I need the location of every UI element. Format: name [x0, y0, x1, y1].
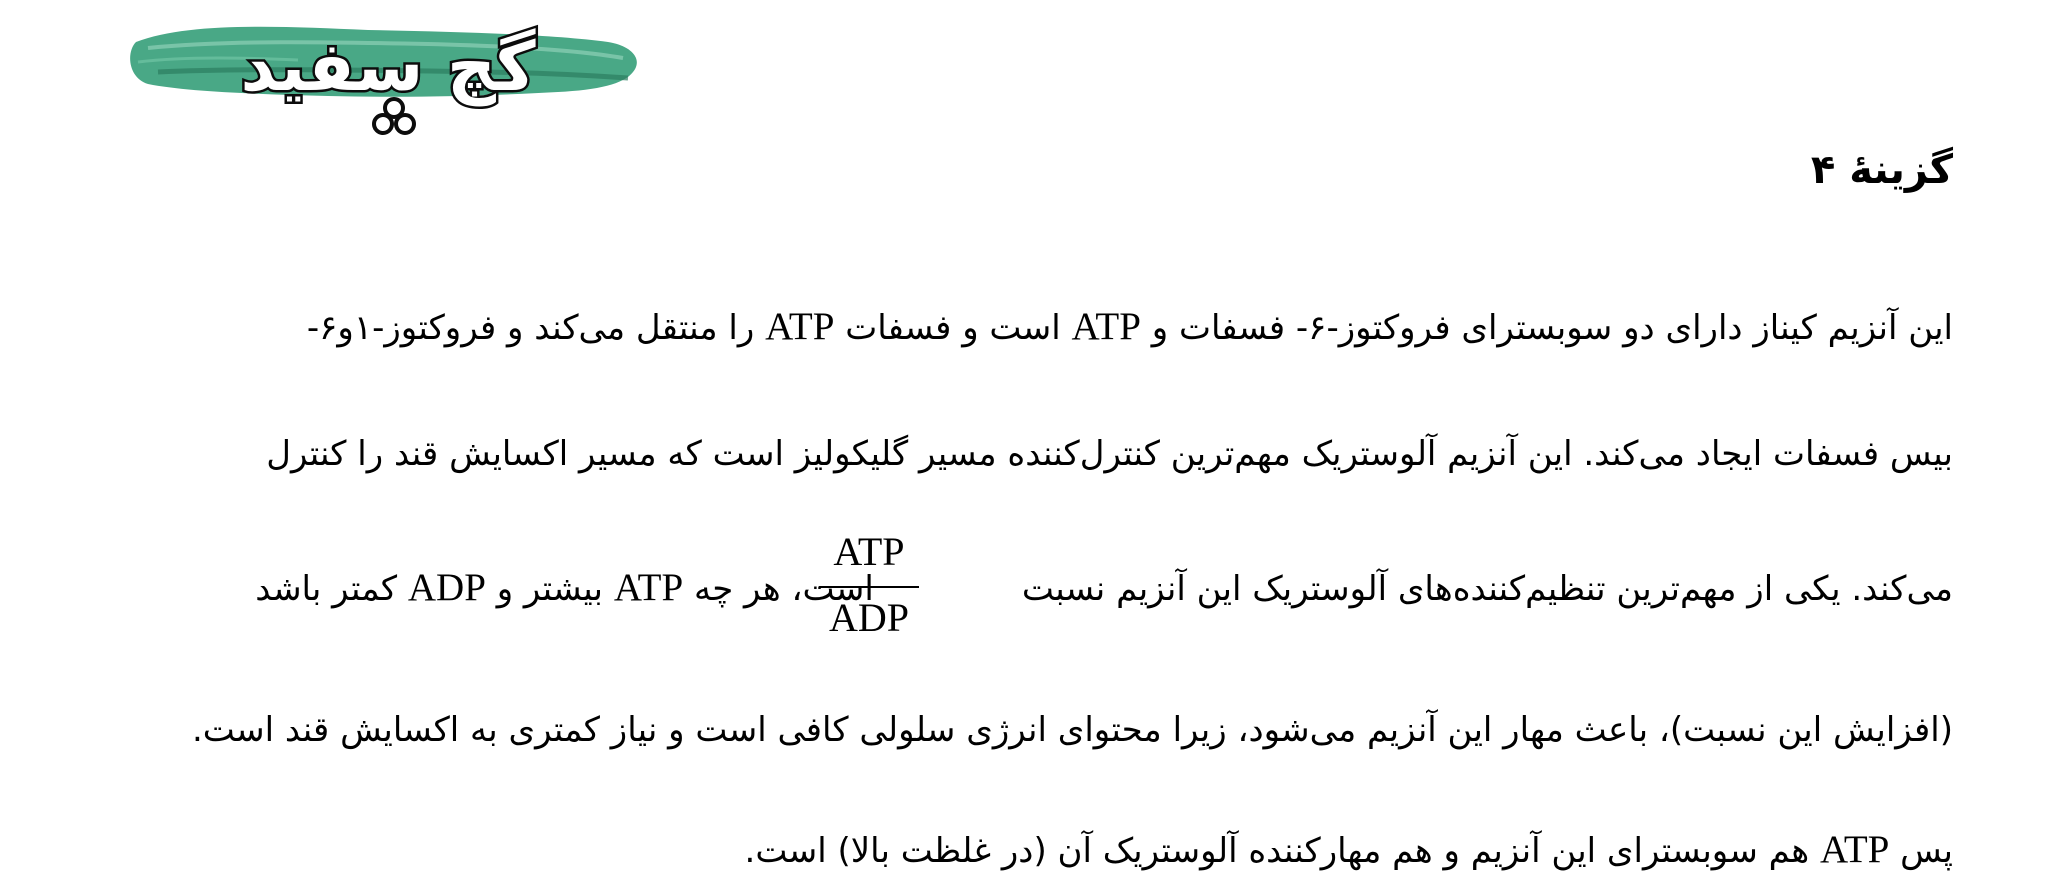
answer-heading: گزینهٔ ۴: [1810, 147, 1953, 193]
paragraph-line: (افزایش این نسبت)، باعث مهار این آنزیم می‌شود، زیرا محتوای انرژی سلولی کافی است و نیاز کمتری به اکسایش قند است.: [191, 710, 1953, 750]
logo-wordmark: گچ سفید: [240, 28, 536, 107]
term-atp: ATP: [1820, 828, 1890, 871]
line-text: کمتر باشد: [255, 569, 408, 609]
line-text: پس: [1889, 831, 1953, 871]
line-text: است، هر چه: [683, 569, 874, 609]
fraction-denominator: ADP: [828, 595, 910, 640]
line-text: هم سوبسترای این آنزیم و هم مهارکننده آلوستریک آن (در غلظت بالا) است.: [744, 831, 1821, 871]
fraction-bar: [819, 586, 919, 588]
line-text: است و فسفات: [834, 308, 1072, 348]
line-text: بیشتر و: [485, 569, 614, 609]
line-text: می‌کند. یکی از مهم‌ترین تنظیم‌کننده‌های آلوستریک این آنزیم نسبت: [1021, 569, 1953, 609]
term-adp: ADP: [407, 566, 486, 609]
line-text: را منتقل می‌کند و فروکتوز-۱و۶-: [306, 308, 766, 348]
paragraph-line: [255, 558, 1953, 619]
term-atp: ATP: [1071, 305, 1141, 348]
paragraph-line: [745, 820, 1953, 881]
term-atp: ATP: [613, 566, 684, 609]
paragraph-line: [307, 297, 1953, 358]
brand-logo: [128, 12, 648, 142]
term-atp: ATP: [765, 305, 835, 348]
atp-adp-fraction: [815, 528, 923, 650]
fraction-numerator: ATP: [833, 529, 905, 574]
paragraph-line: بیس فسفات ایجاد می‌کند. این آنزیم آلوستریک مهم‌ترین کنترل‌کننده مسیر گلیکولیز است که مسیر اکسایش قند را کنترل: [266, 434, 1953, 474]
line-text: این آنزیم کیناز دارای دو سوبسترای فروکتوز-۶- فسفات و: [1140, 308, 1953, 348]
